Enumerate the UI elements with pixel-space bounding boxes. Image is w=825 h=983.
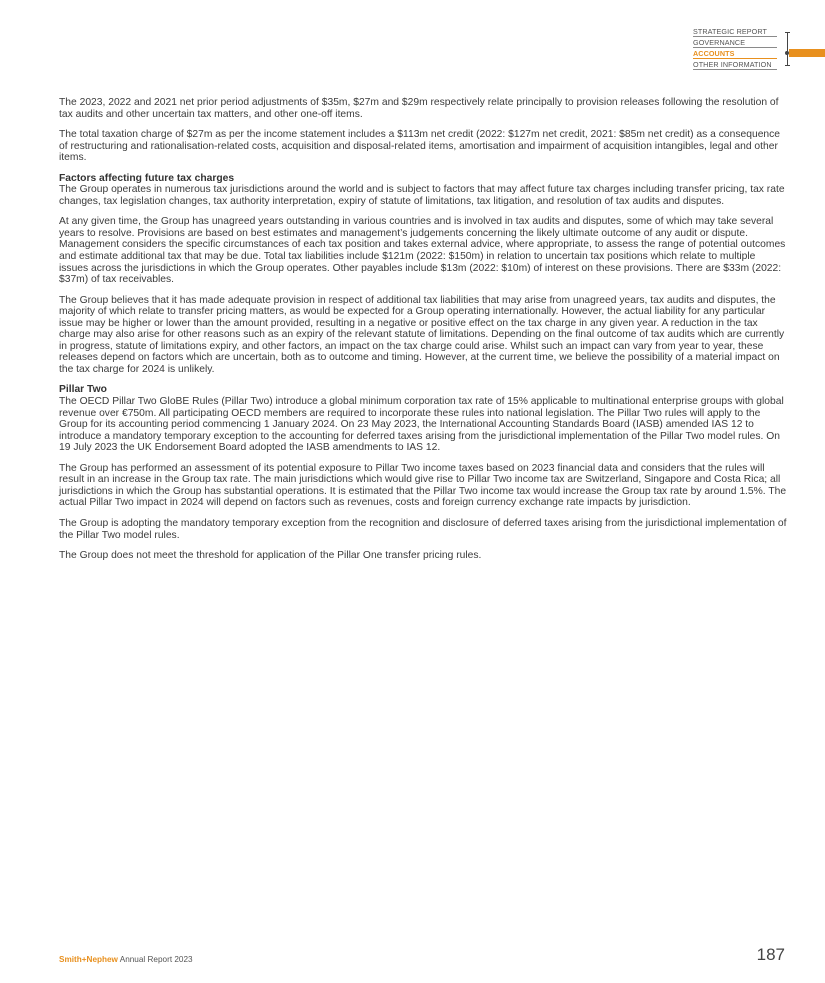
heading-future-tax-charges: Factors affecting future tax charges xyxy=(59,172,235,184)
nav-item-accounts[interactable]: ACCOUNTS xyxy=(693,49,735,58)
active-section-marker xyxy=(789,49,825,57)
paragraph-tax-jurisdictions: The Group operates in numerous tax jurisdictions around the world and is subject to factors that may affect future tax charges including transfer pricing, tax rate changes, tax legislation changes, tax authority interpretation, expiry of statute of limitations, tax litigation, and resolution of tax audits and disputes. xyxy=(59,184,785,207)
nav-item-other-information[interactable]: OTHER INFORMATION xyxy=(693,60,772,69)
nav-divider xyxy=(693,36,777,37)
paragraph-pillar-two-rules: The OECD Pillar Two GloBE Rules (Pillar Two) introduce a global minimum corporation tax rate of 15% applicable to multinational enterprise groups with global revenue over €750m. All participating OECD members are required to incorporate these rules into national legislation. The Pillar Two rules will apply to the Group for its accounting period commencing 1 January 2024. On 23 May 2023, the International Accounting Standards Board (IASB) amended IAS 12 to introduce a mandatory temporary exception to the accounting for deferred taxes arising from the jurisdictional implementation of the Pillar Two model rules. On 19 July 2023 the UK Endorsement Board adopted the IASB amendments to IAS 12. xyxy=(59,396,784,454)
nav-tick-bottom xyxy=(785,65,790,66)
nav-item-governance[interactable]: GOVERNANCE xyxy=(693,38,746,47)
paragraph-pillar-two-assessment: The Group has performed an assessment of its potential exposure to Pillar Two income taxes based on 2023 financial data and considers that the rules will result in an increase in the Group tax rate. The main jurisdictions which would give rise to Pillar Two income tax are Switzerland, Singapore and Costa Rica; all jurisdictions in which the Group has substantial operations. It is estimated that the Pillar Two income tax would increase the Group tax rate by around 1.5%. The actual Pillar Two impact in 2024 will depend on factors such as revenues, costs and foreign currency exchange rate impacts by jurisdiction. xyxy=(59,462,787,509)
brand-name: Smith+Nephew xyxy=(59,955,118,964)
paragraph-mandatory-exception: The Group is adopting the mandatory temporary exception from the recognition and disclosure of deferred taxes arising from the jurisdictional implementation of the Pillar Two model rules. xyxy=(59,517,787,541)
paragraph-prior-period-adjustments: The 2023, 2022 and 2021 net prior period adjustments of $35m, $27m and $29m respectively relate principally to provision releases following the resolution of tax audits and other uncertain tax matters, and other one-off items. xyxy=(59,97,779,120)
nav-track-line xyxy=(787,32,788,66)
report-name: Annual Report 2023 xyxy=(117,955,193,964)
nav-tick-top xyxy=(785,32,790,33)
section-navigator xyxy=(693,27,825,71)
paragraph-adequate-provision: The Group believes that it has made adequate provision in respect of additional tax liabilities that may arise from unagreed years, tax audits and disputes, the majority of which relate to transfer pricing matters, as would be expected for a Group operating internationally. However, the actual liability for any particular issue may be higher or lower than the amount provided, resulting in a negative or positive effect on the tax charge in any given year. A reduction in the tax charge may also arise for other reasons such as an expiry of the relevant statute of limitations. Depending on the final outcome of tax audits which are currently in progress, statute of limitations expiry, and other factors, an impact on the tax charge could arise. Whilst such an impact can vary from year to year, these releases depend on factors which are uncertain, both as to outcome and timing. However, at the current time, we believe the possibility of a material impact on the tax charge for 2024 is unlikely. xyxy=(59,294,785,375)
nav-divider xyxy=(693,69,777,70)
tax-note-content xyxy=(59,97,787,571)
paragraph-pillar-one: The Group does not meet the threshold for application of the Pillar One transfer pricing rules. xyxy=(59,550,482,562)
nav-divider xyxy=(693,47,777,48)
nav-divider-active xyxy=(693,58,777,59)
paragraph-unagreed-years: At any given time, the Group has unagreed years outstanding in various countries and is involved in tax audits and disputes, some of which may take several years to resolve. Provisions are based on best estimates and management’s judgements concerning the likely ultimate outcome of any audit or dispute. Management considers the specific circumstances of each tax position and takes external advice, where appropriate, to assess the range of potential outcomes and estimate additional tax that may be due. Total tax liabilities include $121m (2022: $150m) in relation to uncertain tax positions which relate to multiple issues across the jurisdictions in which the Group operates. Other payables include $13m (2022: $10m) of interest on these provisions. There are $33m (2022: $37m) of tax receivables. xyxy=(59,216,786,286)
nav-item-strategic-report[interactable]: STRATEGIC REPORT xyxy=(693,27,768,36)
active-section-dot xyxy=(785,51,789,55)
heading-pillar-two: Pillar Two xyxy=(59,384,107,396)
paragraph-total-taxation-charge: The total taxation charge of $27m as per the income statement includes a $113m net credit (2022: $127m net credit, 2021: $85m net credit) as a consequence of restructuring and rationalisation-related costs, acquisition and disposal-related items, amortisation and impairment of acquisition intangibles, legal and other items. xyxy=(59,129,781,164)
footer-report-title xyxy=(59,955,193,964)
page-number: 187 xyxy=(756,945,785,964)
